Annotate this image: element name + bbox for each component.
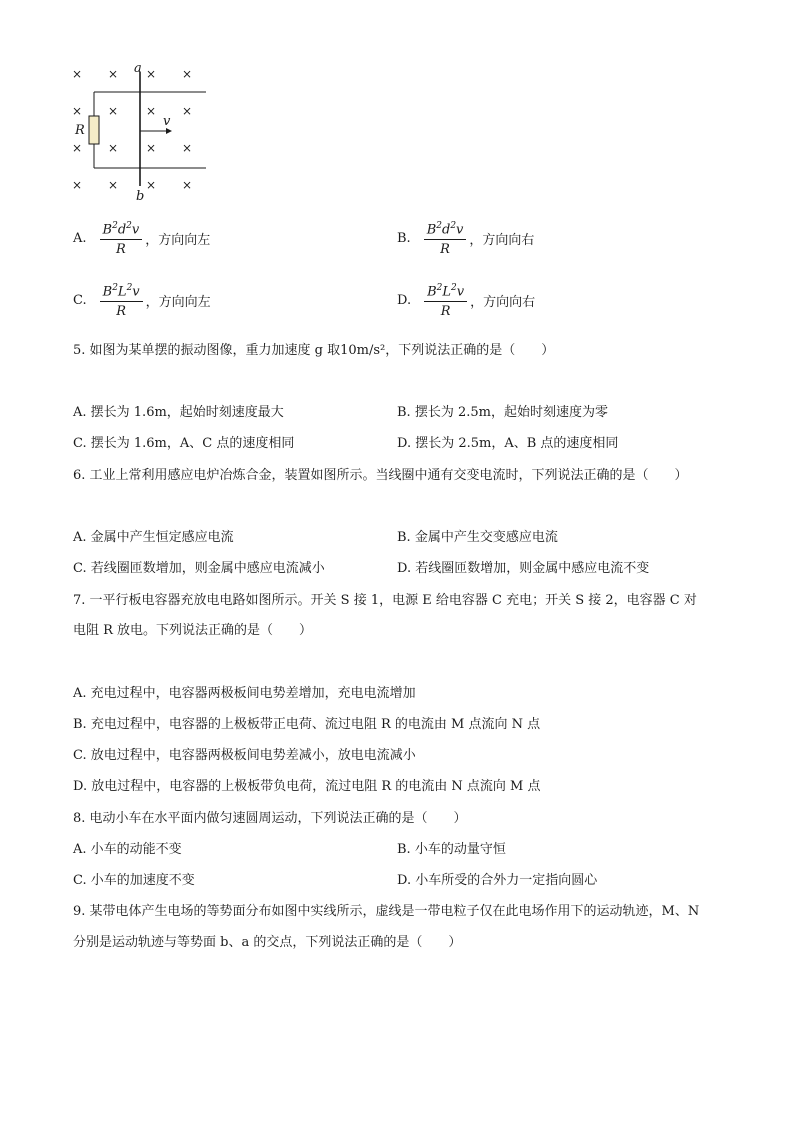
q7-option-d: D. 放电过程中，电容器的上极板带负电荷，流过电阻 R 的电流由 N 点流向 M 点: [73, 779, 541, 794]
q4-option-b: B. $\frac{B^2d^2v}{R}$ ，方向向右: [397, 218, 534, 258]
q4-option-a: A. $\frac{B^2d^2v}{R}$ ，方向向左: [73, 218, 210, 258]
field-cross: ×: [182, 67, 193, 81]
field-cross: ×: [72, 141, 83, 155]
field-cross: ×: [146, 67, 157, 81]
field-cross: ×: [182, 178, 193, 192]
q8-option-b: B. 小车的动量守恒: [397, 842, 506, 857]
q6-stem: 6. 工业上常利用感应电炉冶炼合金，装置如图所示。当线圈中通有交变电流时，下列说法正确的是（ ）: [73, 468, 688, 483]
q8-option-c: C. 小车的加速度不变: [73, 873, 195, 888]
q4-circuit-figure: [60, 58, 220, 208]
label-v: v: [163, 114, 171, 129]
q6-option-d: D. 若线圈匝数增加，则金属中感应电流不变: [397, 561, 650, 576]
q7-option-b: B. 充电过程中，电容器的上极板带正电荷、流过电阻 R 的电流由 M 点流向 N 点: [73, 717, 541, 732]
field-cross: ×: [108, 104, 119, 118]
field-cross: ×: [146, 141, 157, 155]
q4-option-c: C. $\frac{B^2L^2v}{R}$ ，方向向左: [73, 280, 211, 320]
q5-option-a: A. 摆长为 1.6m，起始时刻速度最大: [73, 405, 284, 420]
field-cross: ×: [146, 104, 157, 118]
field-cross: ×: [182, 104, 193, 118]
q5-option-d: D. 摆长为 2.5m，A、B 点的速度相同: [397, 436, 619, 451]
q6-option-a: A. 金属中产生恒定感应电流: [73, 530, 234, 545]
q4-option-d: D. $\frac{B^2L^2v}{R}$ ，方向向右: [397, 280, 535, 320]
q5-option-c: C. 摆长为 1.6m，A、C 点的速度相同: [73, 436, 295, 451]
field-cross: ×: [182, 141, 193, 155]
field-cross: ×: [72, 178, 83, 192]
label-a: a: [134, 61, 142, 76]
label-R: R: [75, 123, 85, 138]
q7-stem-line2: 电阻 R 放电。下列说法正确的是（ ）: [73, 623, 313, 638]
q9-stem-line2: 分别是运动轨迹与等势面 b、a 的交点，下列说法正确的是（ ）: [73, 935, 462, 950]
field-cross: ×: [108, 67, 119, 81]
field-cross: ×: [72, 104, 83, 118]
q6-option-c: C. 若线圈匝数增加，则金属中感应电流减小: [73, 561, 325, 576]
field-cross: ×: [108, 141, 119, 155]
label-b: b: [136, 189, 145, 204]
q8-option-d: D. 小车所受的合外力一定指向圆心: [397, 873, 598, 888]
q8-option-a: A. 小车的动能不变: [73, 842, 182, 857]
field-cross: ×: [108, 178, 119, 192]
q7-option-a: A. 充电过程中，电容器两极板间电势差增加，充电电流增加: [73, 686, 416, 701]
field-cross: ×: [72, 67, 83, 81]
q5-stem: 5. 如图为某单摆的振动图像，重力加速度 g 取10m/s²，下列说法正确的是（ ）: [73, 343, 555, 358]
q6-option-b: B. 金属中产生交变感应电流: [397, 530, 558, 545]
q8-stem: 8. 电动小车在水平面内做匀速圆周运动，下列说法正确的是（ ）: [73, 811, 467, 826]
q5-option-b: B. 摆长为 2.5m，起始时刻速度为零: [397, 405, 608, 420]
q7-stem-line1: 7. 一平行板电容器充放电电路如图所示。开关 S 接 1，电源 E 给电容器 C 充电；开关 S 接 2，电容器 C 对: [73, 593, 697, 608]
resistor: [89, 116, 99, 144]
q9-stem-line1: 9. 某带电体产生电场的等势面分布如图中实线所示，虚线是一带电粒子仅在此电场作用下的运动轨迹，M、N: [73, 904, 700, 919]
field-cross: ×: [146, 178, 157, 192]
q7-option-c: C. 放电过程中，电容器两极板间电势差减小，放电电流减小: [73, 748, 416, 763]
